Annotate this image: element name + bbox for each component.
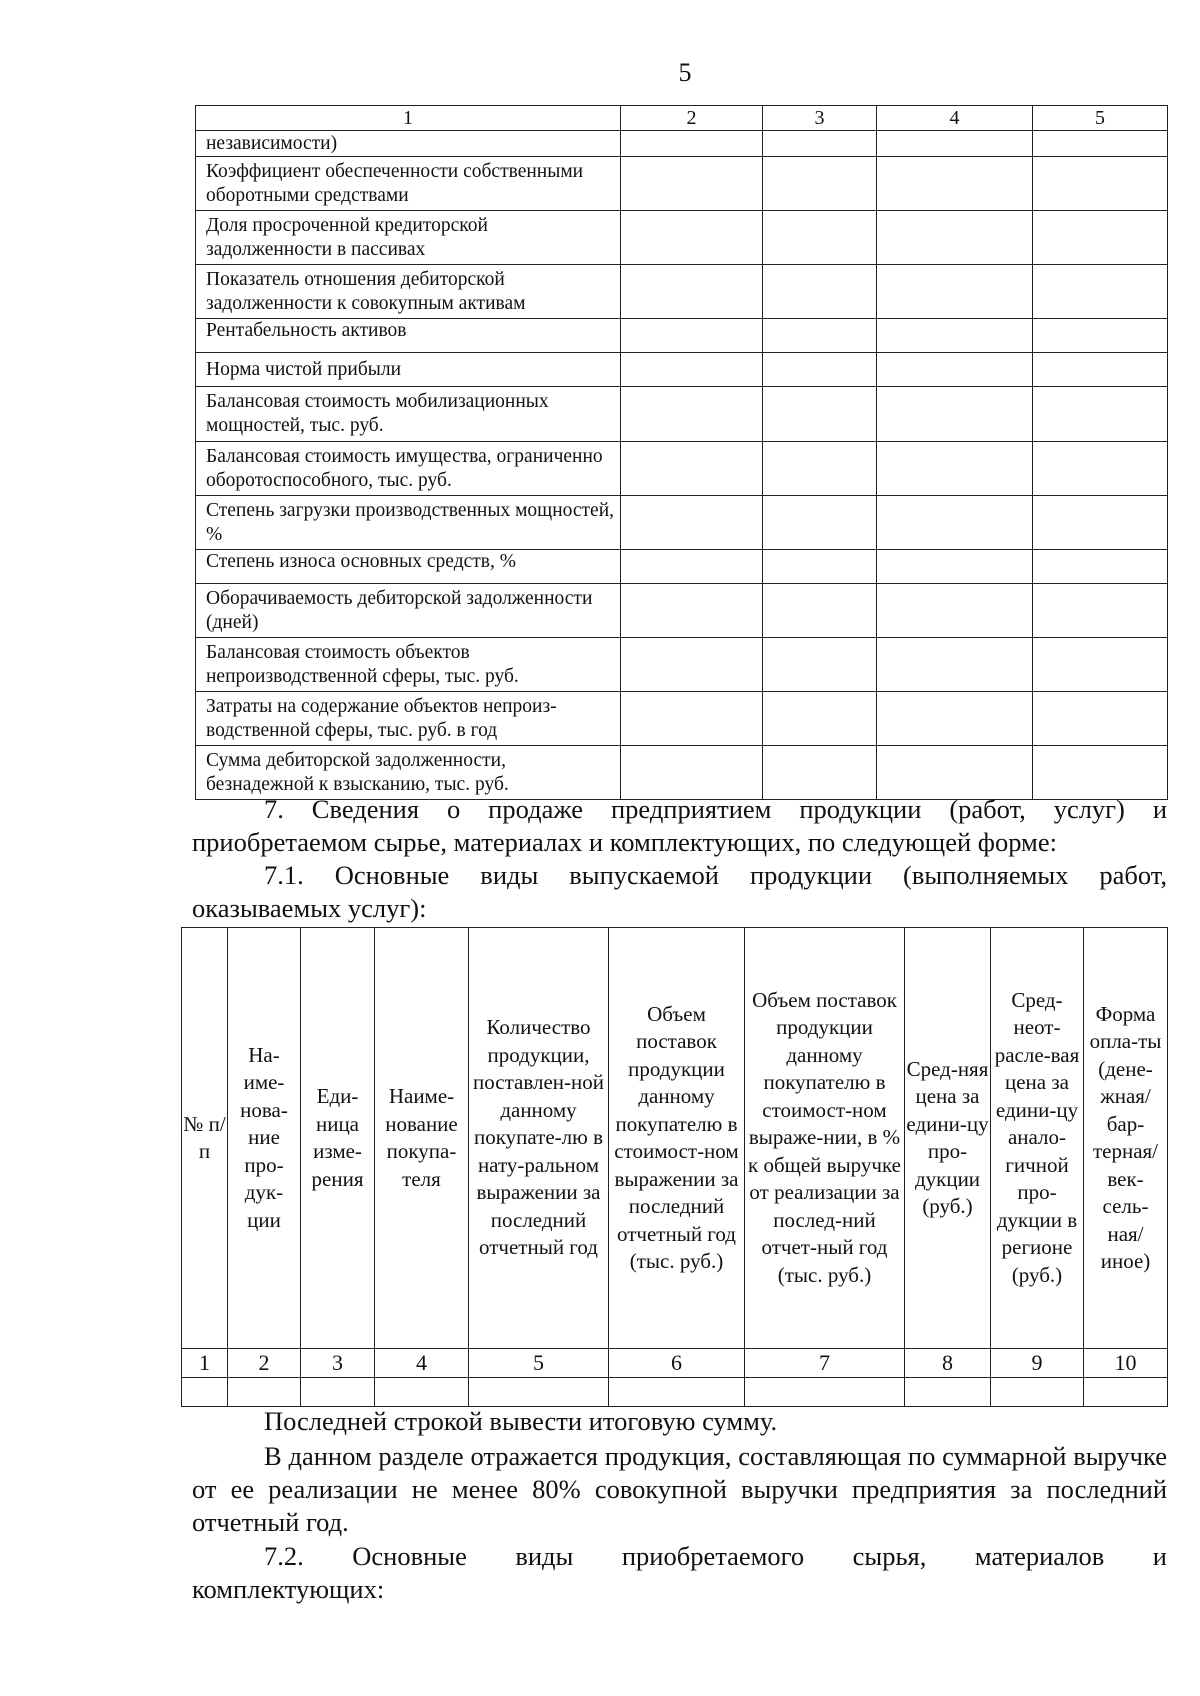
table-row	[196, 387, 1168, 442]
header-cell: 5	[1033, 106, 1168, 131]
column-number: 5	[469, 1349, 609, 1378]
table-row	[196, 353, 1168, 387]
header-cell: 3	[763, 106, 877, 131]
column-number: 10	[1084, 1349, 1168, 1378]
column-number: 1	[182, 1349, 228, 1378]
column-number: 3	[301, 1349, 375, 1378]
table-header-row	[196, 106, 1168, 131]
page-number: 5	[678, 58, 692, 87]
row-label: Степень износа основных средств, %	[196, 550, 621, 584]
row-label: Коэффициент обеспеченности собственными оборотными средствами	[196, 157, 621, 211]
table-row	[196, 496, 1168, 550]
indicators-table	[195, 105, 1168, 800]
header-cell: Сред-няя цена за едини-цу про-дукции (руб.)	[905, 928, 991, 1349]
table-row	[196, 638, 1168, 692]
table-row	[196, 584, 1168, 638]
table-row	[196, 211, 1168, 265]
row-label: независимости)	[196, 131, 621, 157]
header-cell: Объем поставок продукции данному покупателю в стоимост-ном выражении за последний отчетный год (тыс. руб.)	[609, 928, 745, 1349]
column-number: 6	[609, 1349, 745, 1378]
row-label: Степень загрузки производственных мощностей, %	[196, 496, 621, 550]
row-label: Норма чистой прибыли	[196, 353, 621, 387]
row-label: Сумма дебиторской задолженности, безнадежной к взысканию, тыс. руб.	[196, 746, 621, 800]
column-number: 2	[228, 1349, 301, 1378]
table-row	[196, 442, 1168, 496]
column-number-row	[182, 1349, 1168, 1378]
table-row	[182, 1377, 1168, 1406]
header-cell: № п/п	[182, 928, 228, 1349]
products-table	[181, 927, 1168, 1407]
header-cell: Сред-неот-расле-вая цена за едини-цу анало-гичной про-дукции в регионе (руб.)	[991, 928, 1084, 1349]
table-row	[196, 265, 1168, 319]
header-cell: Количество продукции, поставлен-ной данному покупате-лю в нату-ральном выражении за последний отчетный год	[469, 928, 609, 1349]
row-label: Балансовая стоимость имущества, ограниченно оборотоспособного, тыс. руб.	[196, 442, 621, 496]
row-label: Доля просроченной кредиторской задолженности в пассивах	[196, 211, 621, 265]
table-row	[196, 746, 1168, 800]
section-7-explanation: В данном разделе отражается продукция, составляющая по суммарной выручке от ее реализации не менее 80% совокупной выручки предприятия за последний отчетный год.	[192, 1441, 1167, 1537]
table-header-row	[182, 928, 1168, 1349]
table-row	[196, 550, 1168, 584]
table-row	[196, 692, 1168, 746]
row-label: Балансовая стоимость объектов непроизводственной сферы, тыс. руб.	[196, 638, 621, 692]
header-cell: Объем поставок продукции данному покупателю в стоимост-ном выраже-нии, в % к общей выручке от реализации за послед-ний отчет-ный год (тыс. руб.)	[745, 928, 905, 1349]
header-cell: Наиме-нование покупа-теля	[375, 928, 469, 1349]
header-cell: 1	[196, 106, 621, 131]
column-number: 8	[905, 1349, 991, 1378]
row-label: Оборачиваемость дебиторской задолженности (дней)	[196, 584, 621, 638]
total-row-note: Последней строкой вывести итоговую сумму.	[264, 1406, 778, 1436]
section-7-text: 7. Сведения о продаже предприятием продукции (работ, услуг) и приобретаемом сырье, материалах и комплектующих, по следующей форме:	[192, 794, 1167, 857]
section-7-2-heading-cont: комплектующих:	[192, 1574, 385, 1604]
row-label: Рентабельность активов	[196, 319, 621, 353]
header-cell: 4	[877, 106, 1033, 131]
header-cell: 2	[621, 106, 763, 131]
section-7-1-text: 7.1. Основные виды выпускаемой продукции (выполняемых работ, оказываемых услуг):	[192, 860, 1167, 923]
table-row	[196, 319, 1168, 353]
column-number: 9	[991, 1349, 1084, 1378]
table-row	[196, 157, 1168, 211]
row-label: Затраты на содержание объектов непроиз-водственной сферы, тыс. руб. в год	[196, 692, 621, 746]
header-cell: Еди-ница изме-рения	[301, 928, 375, 1349]
column-number: 7	[745, 1349, 905, 1378]
row-label: Показатель отношения дебиторской задолженности к совокупным активам	[196, 265, 621, 319]
header-cell: Форма опла-ты (дене-жная/ бар-терная/ век-сель-ная/ иное)	[1084, 928, 1168, 1349]
column-number: 4	[375, 1349, 469, 1378]
table-row	[196, 131, 1168, 157]
section-7-2-heading: 7.2. Основные виды приобретаемого сырья, материалов и	[264, 1541, 1167, 1571]
row-label: Балансовая стоимость мобилизационных мощностей, тыс. руб.	[196, 387, 621, 442]
header-cell: На-име-нова-ние про-дук-ции	[228, 928, 301, 1349]
